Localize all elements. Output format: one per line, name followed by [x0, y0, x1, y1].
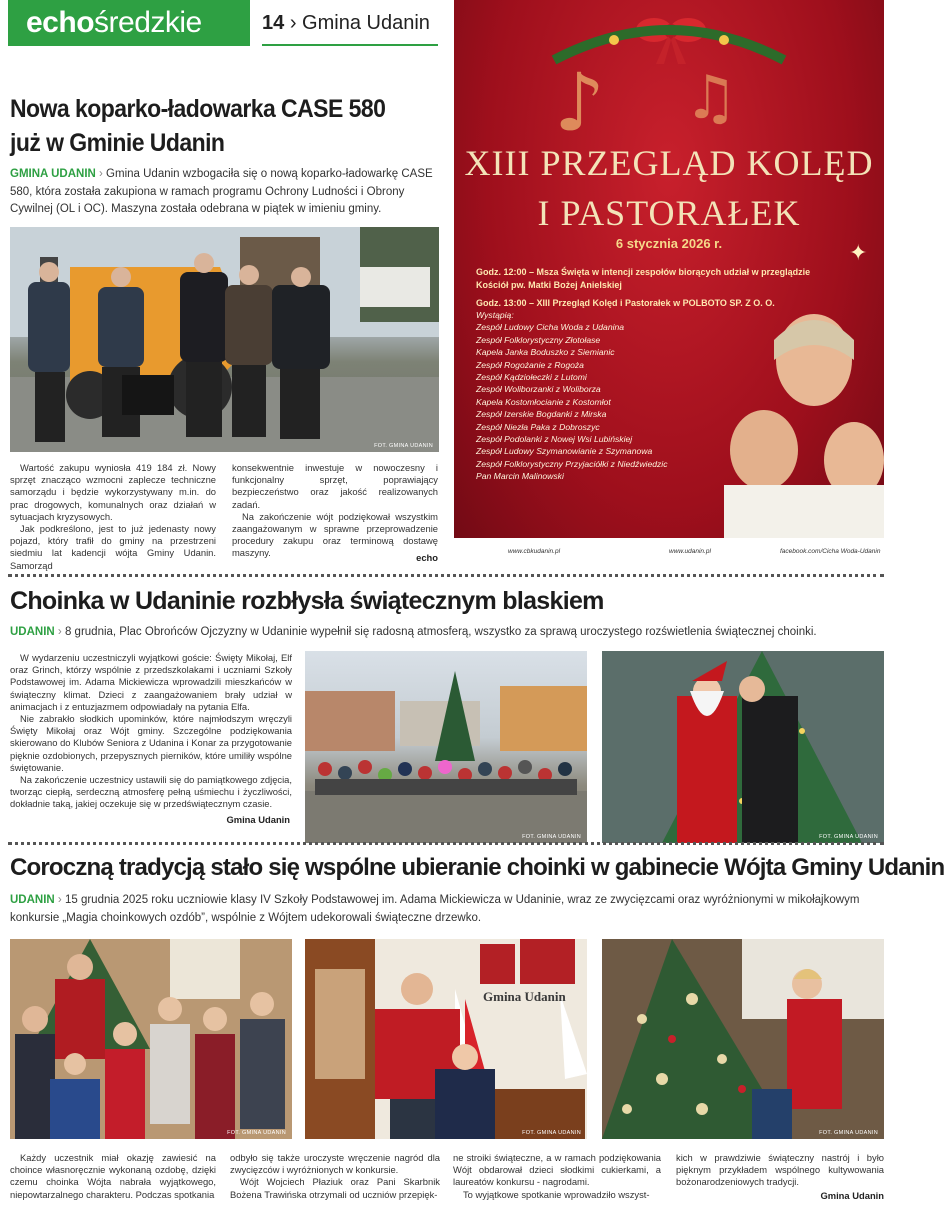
- decorating-tree-image: [602, 939, 884, 1139]
- article3-title: Coroczną tradycją stało się wspólne ubieranie choinki w gabinecie Wójta Gminy Udanin: [10, 854, 944, 881]
- arrow-icon: ›: [95, 168, 103, 180]
- page-number: 14: [262, 12, 285, 34]
- poster-date: 6 stycznia 2026 r.: [615, 236, 723, 251]
- photo-credit: FOT. GMINA UDANIN: [819, 1130, 878, 1136]
- article1-photo: [10, 227, 439, 452]
- article3-column-4: kich w prawdziwie świąteczny nastrój i było pięknym przykładem wspólnego kultywowania bożonarodzeniowych tradycji.: [676, 1152, 884, 1188]
- article2-lead: UDANIN › 8 grudnia, Plac Obrońców Ojczyzny w Udaninie wypełnił się radosną atmosferą, wszystko za sprawą uroczystego rozświetlenia świątecznej choinki.: [10, 626, 817, 638]
- concert-poster: [454, 0, 884, 566]
- excavator-group-image: [10, 227, 439, 452]
- section-name: Gmina Udanin: [302, 12, 430, 34]
- photo-credit: FOT. GMINA UDANIN: [522, 834, 581, 840]
- footer-link-2: www.udanin.pl: [669, 548, 711, 555]
- article2-body: W wydarzeniu uczestniczyli wyjątkowi goście: Święty Mikołaj, Elf oraz Grinch, którzy wspólnie z przedszkolakami i uczniami Szkoły Podstawowej im. Adama Mickiewicza wprowadzili mieszkańców w świąteczny klimat. Dzieci z zaangażowaniem brały udział w animacjach i z entuzjazmem odpowiadały na pytania Elfa. Nie zabrakło słodkich upominków, które najmłodszym wręczyli Święty Mikołaj oraz Wójt gminy. Szczególne podziękowania skierowano do Klubów Seniora z Udanina i Konar za przygotowanie pięknie ozdobionych, przepysznych pierników, które umiliły wspólne świętowanie. Na zakończenie uczestnicy ustawili się do pamiątkowego zdjęcia, tworząc ciepłą, serdeczną atmosferę pełną uśmiechu i życzliwości, dokładnie taką, jakiej oczekuje się w przedświątecznym czasie.: [10, 652, 292, 810]
- music-note-icon: ♫: [684, 63, 738, 133]
- music-note-icon: ♪: [554, 56, 606, 149]
- page-header: [262, 0, 438, 46]
- article1-signature: echo: [416, 552, 438, 563]
- poster-title-line1: XIII PRZEGLĄD KOLĘD: [464, 143, 874, 183]
- article1-column-1: Wartość zakupu wyniosła 419 184 zł. Nowy sprzęt znacząco wzmocni zaplecze techniczne samorządu i będzie wykorzystywany m.in. do prac drogowych, komunalnych oraz działań w sytuacjach kryzysowych. Jak podkreślono, jest to już jedenasty nowy pojazd, który trafił do gminy na przestrzeni siedmiu lat kadencji wójta Gminy Udanin. Samorząd: [10, 462, 216, 571]
- star-icon: ✦: [849, 241, 868, 266]
- tree-lighting-photo: [305, 651, 587, 843]
- children-image: [10, 939, 292, 1139]
- mayor-with-child-image: [305, 939, 587, 1139]
- santa-and-mayor-image: [602, 651, 884, 843]
- photo-credit: FOT. GMINA UDANIN: [819, 834, 878, 840]
- article1-title: Nowa koparko-ładowarka CASE 580 już w Gminie Udanin: [10, 95, 386, 157]
- photo-credit: FOT. GMINA UDANIN: [374, 443, 433, 449]
- footer-link-1: www.cbkudanin.pl: [508, 548, 561, 555]
- office-sign: Gmina Udanin: [483, 989, 566, 1004]
- article2-signature: Gmina Udanin: [226, 814, 290, 825]
- article3-lead: UDANIN › 15 grudnia 2025 roku uczniowie klasy IV Szkoły Podstawowej im. Adama Mickiewicza w Udaninie, wraz ze zwycięzcami oraz wyróżnionymi w mikołajkowym konkursie „Magia choinkowych ozdób”, wspólnie z Wójtem udekorowali świąteczne drzewko.: [10, 894, 860, 924]
- poster-performers: Wystąpią: Zespół Ludowy Cicha Woda z Udanina Zespół Folklorystyczny Złotołase Kapela Janka Boduszko z Siemianic Zespół Rogożanie z Rogoża Zespół Kądziołeczki z Lutomi Zespół Woliborzanki z Woliborza Kapela Kostomłocianie z Kostomłot Zespół Izerskie Bogdanki z Mirska Zespół Niezła Paka z Dobroszyc Zespół Podolanki z Nowej Wsi Lubińskiej Zespół Ludowy Szymanowianie z Szymanowa Zespół Folklorystyczny Przyjaciółki z Niedźwiedzic Pan Marcin Malinowski: [476, 310, 668, 482]
- poster-church: Kościół pw. Matki Bożej Anielskiej: [476, 280, 622, 290]
- arrow-icon: ›: [54, 626, 62, 638]
- article3-signature: Gmina Udanin: [820, 1190, 884, 1201]
- article1-column-2: konsekwentnie inwestuje w nowoczesny i funkcjonalny sprzęt, poprawiający bezpieczeństwo oraz jakość realizowanych zadań. Na zakończenie wójt podziękował wszystkim zaangażowanym w sprawne przeprowadzenie procedury zakupu oraz terminową dostawę maszyny.: [232, 462, 438, 559]
- poster-footer: [454, 538, 884, 566]
- section-divider: [8, 842, 884, 845]
- children-group-photo: [10, 939, 292, 1139]
- crowd-image: [305, 651, 587, 843]
- poster-mass-time: Godz. 12:00 – Msza Święta w intencji zespołów biorących udział w przeglądzie: [476, 267, 811, 277]
- article1-lead: GMINA UDANIN › Gmina Udanin wzbogaciła się o nową koparko-ładowarkę CASE 580, która została zakupiona w ramach programu Ochrony Ludności i Obrony Cywilnej (OL i OC). Maszyna została odebrana w piątek w imieniu gminy.: [10, 168, 433, 215]
- chevron-right-icon: ›: [289, 12, 297, 34]
- santa-photo: [602, 651, 884, 843]
- footer-link-3: facebook.com/Cicha Woda-Udanin: [780, 548, 881, 555]
- section-divider: [8, 574, 884, 577]
- arrow-icon: ›: [54, 894, 62, 906]
- tree-decorating-photo: [602, 939, 884, 1139]
- mayor-office-photo: [305, 939, 587, 1139]
- article3-column-2: odbyło się także uroczyste wręczenie nagród dla zwycięzców i wyróżnionych w konkursie. Wójt Wojciech Płaziuk oraz Pani Skarbnik Bożena Trawińska otrzymali od uczniów przepięk-: [230, 1152, 440, 1200]
- article3-column-1: Każdy uczestnik miał okazję zawiesić na choince własnoręcznie wykonaną ozdobę, dzięki czemu choinka Wójta nabrała wyjątkowego, niepowtarzalnego charakteru. Podczas spotkania: [10, 1152, 216, 1200]
- article2-title: Choinka w Udaninie rozbłysła świątecznym blaskiem: [10, 587, 604, 615]
- poster-concert-time: Godz. 13:00 – XIII Przegląd Kolęd i Pastorałek w POLBOTO SP. Z O. O.: [476, 298, 775, 308]
- article3-column-3: ne stroiki świąteczne, a w ramach podziękowania Wójt obdarował dzieci słodkimi cukierkami, a laureatów konkursu - nagrodami. To wyjątkowe spotkanie wprowadziło wszyst-: [453, 1152, 661, 1200]
- photo-credit: FOT. GMINA UDANIN: [522, 1130, 581, 1136]
- masthead-logo: echośredzkie: [8, 0, 250, 46]
- photo-credit: FOT. GMINA UDANIN: [227, 1130, 286, 1136]
- poster-title-line2: I PASTORAŁEK: [537, 193, 801, 233]
- singers-image: [704, 300, 884, 540]
